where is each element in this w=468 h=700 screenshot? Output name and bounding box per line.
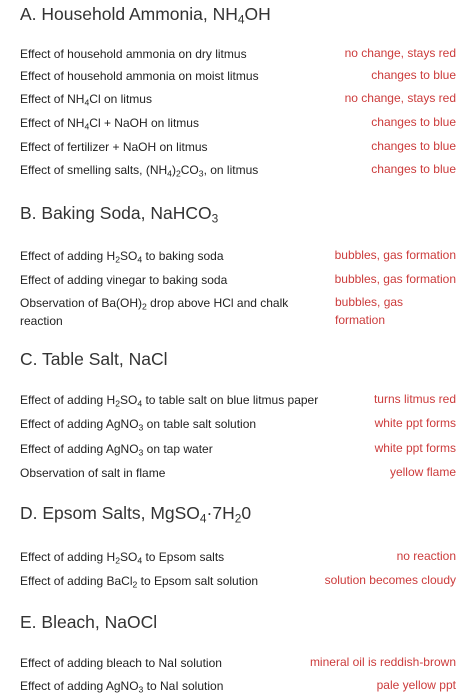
result-value (371, 67, 456, 83)
result-value (390, 464, 456, 480)
text-segment: Cl on litmus (89, 92, 152, 106)
text-segment: mineral oil is reddish-brown (309, 655, 456, 669)
result-value (335, 294, 403, 310)
result-value (335, 271, 456, 287)
result-value (335, 247, 456, 263)
result-value (345, 45, 456, 61)
text-segment: ) (171, 163, 176, 177)
text-segment: white ppt forms (374, 441, 456, 455)
observation-label (20, 465, 165, 481)
text-segment: Effect of household ammonia on dry litmus (20, 47, 247, 61)
subscript: 3 (138, 447, 144, 458)
subscript: 3 (138, 684, 144, 695)
observation-label (20, 115, 199, 131)
observation-label (20, 272, 227, 288)
observation-label (20, 655, 222, 671)
result-value (377, 677, 456, 693)
observation-label (20, 416, 256, 432)
observation-label (20, 573, 258, 589)
subscript: 2 (115, 555, 120, 566)
result-value (375, 440, 456, 456)
subscript: 4 (137, 398, 143, 409)
text-segment: A. Household Ammonia, NH (20, 4, 238, 24)
text-segment: Effect of adding AgNO (20, 417, 139, 431)
text-segment: Effect of adding AgNO (20, 679, 139, 693)
section-heading (20, 203, 218, 224)
subscript: 2 (142, 301, 147, 312)
observation-label (20, 46, 247, 62)
text-segment: changes to blue (371, 162, 456, 176)
subscript: 4 (199, 511, 207, 526)
subscript: 4 (137, 555, 143, 566)
result-value (371, 138, 456, 154)
text-segment: C. Table Salt, NaCl (20, 349, 168, 369)
subscript: 4 (84, 121, 90, 132)
result-value (310, 654, 456, 670)
subscript: 2 (115, 254, 120, 265)
text-segment: D. Epsom Salts, MgSO (20, 503, 200, 523)
result-value (375, 415, 456, 431)
text-segment: changes to blue (371, 68, 456, 82)
text-segment: , on litmus (203, 163, 259, 177)
result-value (371, 161, 456, 177)
text-segment: Observation of salt in flame (20, 466, 166, 480)
text-segment: turns litmus red (373, 392, 456, 406)
text-segment: Effect of adding vinegar to baking soda (20, 273, 228, 287)
text-segment: on tap water (143, 442, 213, 456)
subscript: 2 (115, 398, 120, 409)
section-heading (20, 503, 251, 524)
text-segment: Effect of fertilizer + NaOH on litmus (20, 140, 208, 154)
text-segment: to Epsom salts (142, 550, 225, 564)
result-value-continued: formation (335, 313, 386, 327)
text-segment: drop above HCl and chalk (146, 296, 289, 310)
text-segment: SO (119, 550, 138, 564)
text-segment: ·7H (206, 503, 235, 523)
subscript: 4 (167, 168, 172, 179)
text-segment: to table salt on blue litmus paper (142, 393, 319, 407)
text-segment: 0 (241, 503, 252, 523)
text-segment: B. Baking Soda, NaHCO (20, 203, 212, 223)
observation-label (20, 162, 258, 178)
text-segment: no change, stays red (344, 46, 456, 60)
text-segment: Effect of adding bleach to NaI solution (20, 656, 222, 670)
text-segment: no change, stays red (344, 91, 456, 105)
result-value (374, 391, 456, 407)
text-segment: changes to blue (371, 115, 456, 129)
text-segment: bubbles, gas formation (334, 272, 456, 286)
text-segment: Cl + NaOH on litmus (89, 116, 199, 130)
text-segment: bubbles, gas formation (334, 248, 456, 262)
subscript: 2 (175, 168, 181, 179)
result-value (325, 572, 456, 588)
text-segment: Effect of NH (20, 116, 85, 130)
observation-label (20, 248, 224, 264)
subscript: 4 (237, 12, 245, 27)
subscript: 4 (84, 97, 90, 108)
text-segment: pale yellow ppt (376, 678, 456, 692)
subscript: 4 (137, 254, 143, 265)
text-segment: yellow flame (389, 465, 456, 479)
text-segment: Effect of adding BaCl (20, 574, 133, 588)
subscript: 2 (132, 579, 138, 590)
text-segment: OH (244, 4, 271, 24)
subscript: 3 (198, 168, 204, 179)
observation-label (20, 549, 224, 565)
result-value (397, 548, 456, 564)
text-segment: SO (119, 393, 138, 407)
text-segment: white ppt forms (374, 416, 456, 430)
text-segment: on table salt solution (143, 417, 257, 431)
text-segment: SO (119, 249, 138, 263)
text-segment: Effect of adding H (20, 393, 116, 407)
text-segment: to Epsom salt solution (137, 574, 259, 588)
observation-label (20, 392, 318, 408)
text-segment: Effect of smelling salts, (NH (20, 163, 168, 177)
observation-label (20, 441, 213, 457)
text-segment: Effect of adding H (20, 550, 116, 564)
text-segment: CO (180, 163, 199, 177)
text-segment: no reaction (396, 549, 456, 563)
result-value (371, 114, 456, 130)
text-segment: E. Bleach, NaOCl (20, 612, 158, 632)
text-segment: to baking soda (142, 249, 224, 263)
text-segment: solution becomes cloudy (324, 573, 456, 587)
text-segment: Effect of adding AgNO (20, 442, 139, 456)
section-heading (20, 349, 168, 370)
text-segment: Effect of adding H (20, 249, 116, 263)
observation-label (20, 68, 259, 84)
result-value (345, 90, 456, 106)
observation-label (20, 139, 208, 155)
subscript: 3 (211, 211, 219, 226)
text-segment: Effect of NH (20, 92, 85, 106)
observation-label (20, 295, 288, 311)
observation-label (20, 678, 223, 694)
section-heading (20, 612, 157, 633)
section-heading (20, 4, 271, 25)
subscript: 2 (234, 511, 242, 526)
text-segment: Effect of household ammonia on moist litmus (20, 69, 259, 83)
observation-label-continued: reaction (20, 314, 63, 328)
text-segment: Observation of Ba(OH) (20, 296, 143, 310)
observation-label (20, 91, 152, 107)
text-segment: bubbles, gas (335, 295, 404, 309)
text-segment: changes to blue (371, 139, 456, 153)
subscript: 3 (138, 422, 144, 433)
text-segment: to NaI solution (143, 679, 224, 693)
